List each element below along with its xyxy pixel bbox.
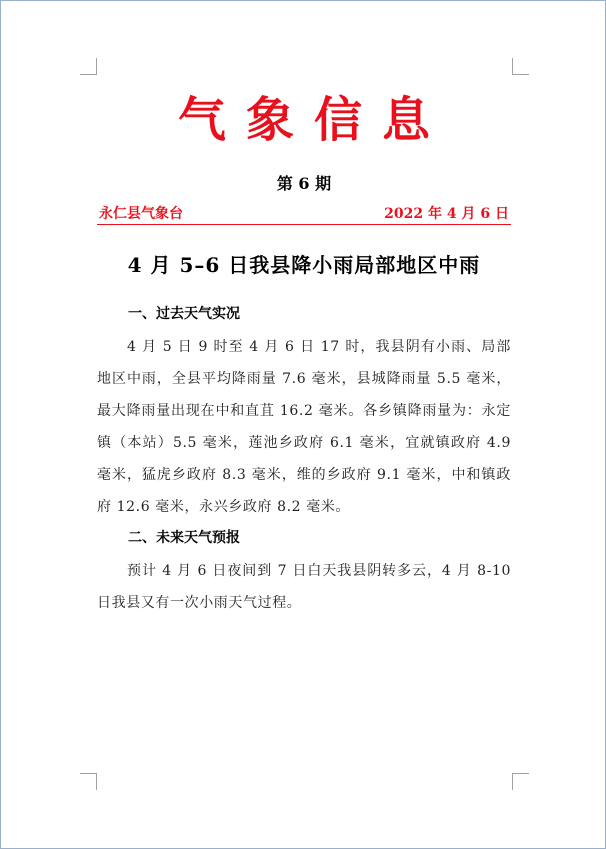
section-heading-past: 一、过去天气实况 [128,306,240,322]
section-heading-forecast: 二、未来天气预报 [128,530,240,546]
section-body-forecast: 预计 4 月 6 日夜间到 7 日白天我县阴转多云，4 月 8-10 日我县又有一次小雨天气过程。 [97,563,511,611]
publisher-name: 永仁县气象台 [99,206,183,222]
crop-mark-top-right [512,58,529,75]
crop-mark-bottom-right [512,773,529,790]
issue-number: 第 6 期 [276,174,332,193]
publish-date: 2022 年 4 月 6 日 [384,206,509,222]
section-body-past: 4 月 5 日 9 时至 4 月 6 日 17 时，我县阴有小雨、局部地区中雨，全县平均降雨量 7.6 毫米，县城降雨量 5.5 毫米，最大降雨量出现在中和直苴 16.2 毫米。各乡镇降雨量为：永定镇（本站）5.5 毫米，莲池乡政府 6.1 毫米，宜就镇政府 4.9 毫米，猛虎乡政府 8.3 毫米，维的乡政府 9.1 毫米，中和镇政府 12.6 毫米，永兴乡政府 8.2 毫米。 [97,339,511,515]
crop-mark-top-left [80,58,97,75]
masthead-title: 气象信息 [177,92,450,148]
publisher-date-line [97,204,511,225]
document-title: 4 月 5–6 日我县降小雨局部地区中雨 [127,253,481,277]
crop-mark-bottom-left [80,773,97,790]
